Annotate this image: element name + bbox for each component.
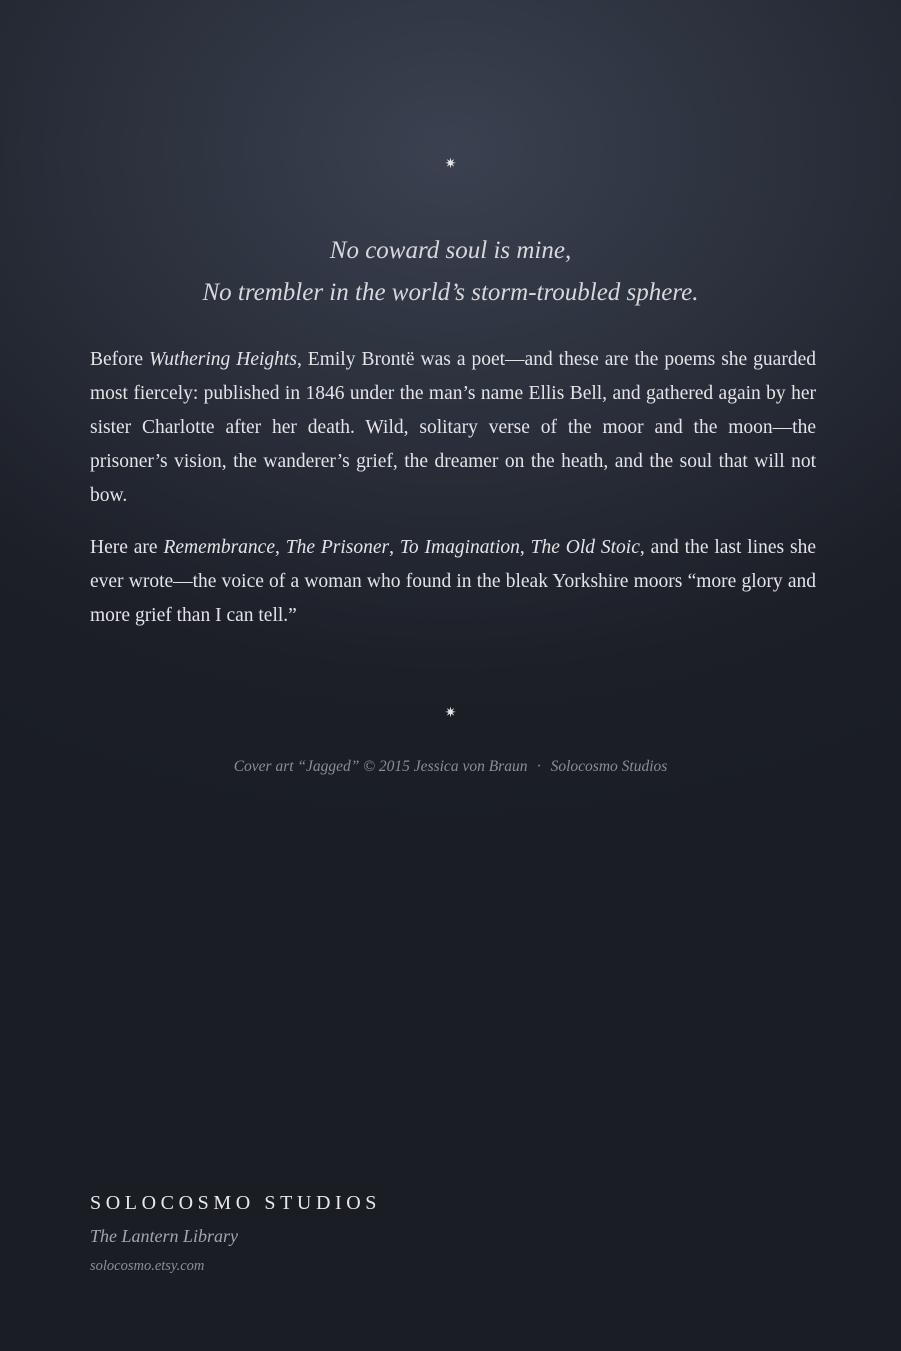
epigraph-line-1: No coward soul is mine, — [329, 237, 572, 264]
poem-title-the-prisoner: The Prisoner — [285, 537, 390, 558]
imprint-name: The Lantern Library — [90, 1226, 239, 1246]
star-ornament-bottom: ✷ — [444, 705, 457, 721]
poem-title-the-old-stoic: The Old Stoic — [530, 537, 640, 558]
book-title-wuthering-heights: Wuthering Heights — [149, 349, 297, 370]
blurb-p1-after: , Emily Brontë was a poet—and these are the poems she guarded most fiercely: published in 1846 under the man’s name Ellis Bell, and gathered again by her sister Charlotte after her death. Wild, solitary verse of the moor and the moon—the prisoner’s vision, the wanderer’s grief, the dreamer on the heath, and the soul that will not bow. — [90, 349, 816, 506]
blurb — [90, 343, 816, 651]
title-separator: , — [274, 537, 286, 558]
publisher-name: SOLOCOSMO STUDIOS — [90, 1192, 382, 1214]
cover-art-credit — [0, 758, 901, 776]
credit-separator: · — [536, 758, 542, 775]
epigraph — [0, 230, 901, 314]
title-separator: , — [519, 537, 531, 558]
blurb-p2-after: , and the last lines she ever wrote—the voice of a woman who found in the bleak Yorkshire moors “more glory and more grief than I can tell.” — [90, 537, 816, 626]
blurb-paragraph-1 — [90, 343, 816, 513]
credit-studio: Solocosmo Studios — [550, 758, 668, 775]
publisher-url: solocosmo.etsy.com — [90, 1258, 205, 1274]
poem-title-remembrance: Remembrance — [163, 537, 275, 558]
blurb-paragraph-2 — [90, 531, 816, 633]
epigraph-line-2: No trembler in the world’s storm-troubled sphere. — [202, 279, 699, 306]
credit-art: Cover art “Jagged” © 2015 Jessica von Braun — [233, 758, 528, 775]
poem-title-to-imagination: To Imagination — [399, 537, 520, 558]
blurb-p2-intro: Here are — [90, 537, 164, 558]
blurb-p1-before: Before — [90, 349, 150, 370]
star-ornament-top: ✷ — [444, 156, 457, 172]
title-separator: , — [389, 537, 400, 558]
